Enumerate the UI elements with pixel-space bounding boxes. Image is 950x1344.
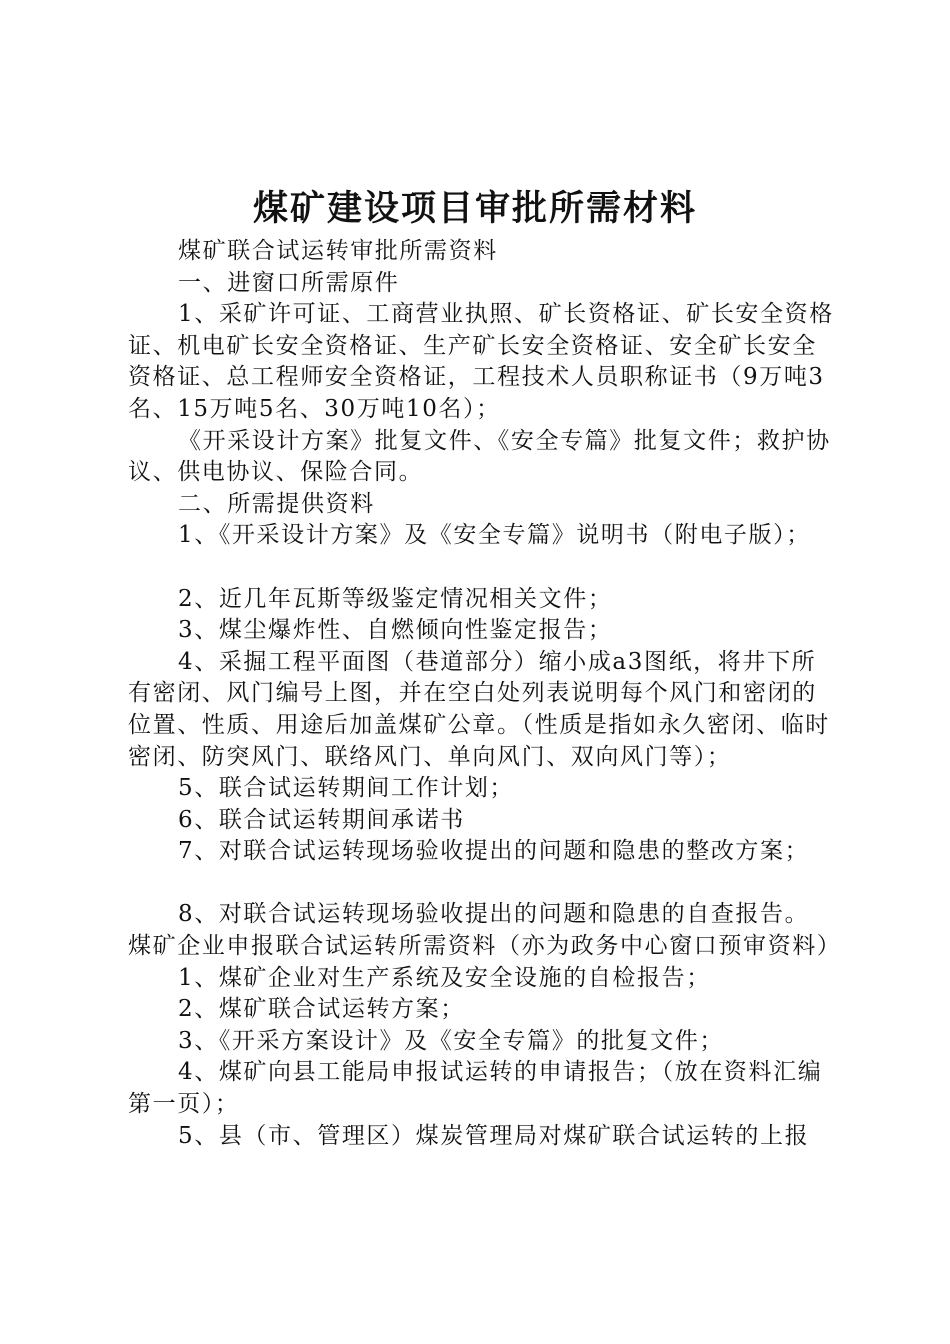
document-body: [128, 236, 842, 1152]
section-heading: 煤矿企业申报联合试运转所需资料（亦为政务中心窗口预审资料）: [128, 933, 842, 960]
list-item: 2、煤矿联合试运转方案；: [178, 996, 465, 1023]
list-item: 3、《开采方案设计》及《安全专篇》的批复文件；: [178, 1027, 724, 1054]
list-item: 2、近几年瓦斯等级鉴定情况相关文件；: [178, 585, 613, 612]
list-item: 1、采矿许可证、工商营业执照、矿长资格证、矿长安全资格证、机电矿长安全资格证、生产矿长安全资格证、安全矿长安全资格证、总工程师安全资格证，工程技术人员职称证书（9万吨3名、15万吨5名、30万吨10名）；: [128, 301, 834, 422]
list-item: 6、联合试运转期间承诺书: [178, 806, 465, 833]
list-item: 4、煤矿向县工能局申报试运转的申请报告；（放在资料汇编第一页）；: [128, 1059, 823, 1118]
list-item: 3、煤尘爆炸性、自燃倾向性鉴定报告；: [178, 617, 613, 644]
list-item: 4、采掘工程平面图（巷道部分）缩小成a3图纸，将井下所有密闭、风门编号上图，并在空白处列表说明每个风门和密闭的位置、性质、用途后加盖煤矿公章。（性质是指如永久密闭、临时密闭、防突风门、联络风门、单向风门、双向风门等）；: [128, 648, 830, 770]
list-item: 5、联合试运转期间工作计划；: [178, 775, 515, 802]
list-item: 1、《开采设计方案》及《安全专篇》说明书（附电子版）；: [178, 522, 811, 549]
list-item: 《开采设计方案》批复文件、《安全专篇》批复文件；救护协议、供电协议、保险合同。: [128, 427, 831, 486]
blank-line: [128, 868, 838, 900]
list-item: 1、煤矿企业对生产系统及安全设施的自检报告；: [178, 964, 711, 991]
list-item: 7、对联合试运转现场验收提出的问题和隐患的整改方案；: [178, 838, 810, 865]
subsection-heading: 二、所需提供资料: [178, 490, 375, 517]
subsection-heading: 一、进窗口所需原件: [178, 269, 400, 296]
list-item: 5、县（市、管理区）煤炭管理局对煤矿联合试运转的上报: [178, 1122, 810, 1149]
section-heading: 煤矿联合试运转审批所需资料: [178, 238, 498, 264]
list-item: 8、对联合试运转现场验收提出的问题和隐患的自查报告。: [178, 901, 810, 928]
document-title: 煤矿建设项目审批所需材料: [252, 188, 697, 229]
blank-line: [128, 552, 838, 584]
